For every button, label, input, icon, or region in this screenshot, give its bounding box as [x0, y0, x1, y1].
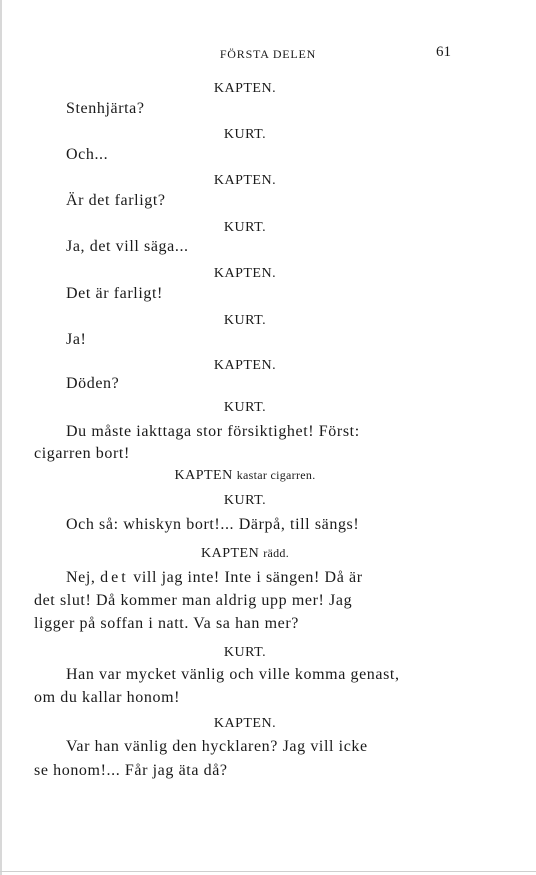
page-bottom-edge: [0, 871, 536, 872]
line-part: vill jag inte! Inte i sängen! Då är: [128, 569, 363, 586]
speaker-name: KAPTEN.: [213, 716, 277, 731]
speaker-name: KURT.: [223, 220, 267, 235]
speaker-name: KURT.: [223, 313, 267, 328]
dialogue-line: ligger på soffan i natt. Va sa han mer?: [34, 615, 299, 632]
dialogue-line: se honom!... Får jag äta då?: [34, 762, 228, 779]
dialogue-line: Döden?: [66, 375, 120, 392]
dialogue-line: Var han vänlig den hycklaren? Jag vill icke: [66, 738, 368, 755]
dialogue-line: Han var mycket vänlig och ville komma genast,: [66, 666, 400, 683]
speaker-name: KAPTEN: [200, 546, 260, 561]
stage-direction: [0, 546, 490, 562]
speaker-name: KURT.: [223, 127, 267, 142]
speaker-name: KAPTEN.: [213, 358, 277, 373]
speaker-name: KURT.: [223, 400, 267, 415]
dialogue-line: Är det farligt?: [66, 192, 166, 209]
dialogue-line: om du kallar honom!: [34, 689, 181, 706]
line-part: Nej,: [66, 569, 101, 586]
dialogue-line: [66, 569, 458, 591]
stage-direction: [0, 468, 490, 484]
dialogue-line: Du måste iakttaga stor försiktighet! Först:: [66, 423, 360, 440]
speaker-name: KAPTEN.: [213, 81, 277, 96]
direction-text: kastar cigarren.: [236, 468, 316, 482]
dialogue-line: Och...: [66, 146, 109, 163]
dialogue-line: cigarren bort!: [34, 445, 130, 462]
direction-text: rädd.: [263, 546, 290, 560]
page-number: 61: [436, 44, 451, 60]
dialogue-line: Ja!: [66, 331, 87, 348]
speaker-name: KAPTEN.: [213, 266, 277, 281]
speaker-name: KAPTEN: [174, 468, 233, 483]
running-head: FÖRSTA DELEN: [219, 47, 317, 61]
speaker-name: KURT.: [223, 493, 267, 508]
emphasis-text: det: [100, 569, 129, 586]
speaker-name: KAPTEN.: [213, 173, 277, 188]
dialogue-line: det slut! Då kommer man aldrig upp mer! Jag: [34, 592, 353, 609]
dialogue-line: Och så: whiskyn bort!... Därpå, till sängs!: [66, 516, 360, 533]
dialogue-line: Ja, det vill säga...: [66, 238, 189, 255]
dialogue-line: Stenhjärta?: [66, 100, 145, 117]
speaker-name: KURT.: [223, 645, 267, 660]
dialogue-line: Det är farligt!: [66, 285, 163, 302]
